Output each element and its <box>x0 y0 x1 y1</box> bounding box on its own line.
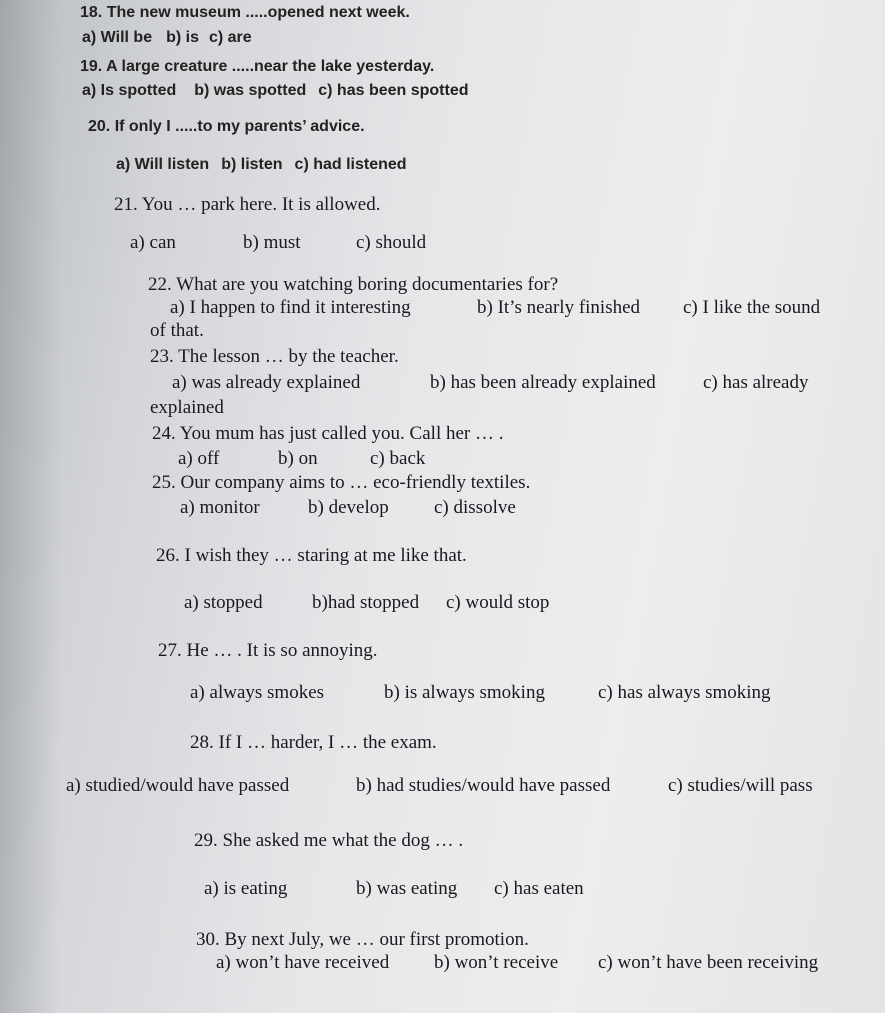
question-21-option-b: b) must <box>243 232 301 253</box>
question-29-options <box>204 878 584 900</box>
question-21-options <box>130 232 426 254</box>
question-26-options <box>184 592 549 614</box>
question-25-option-b: b) develop <box>308 497 389 518</box>
question-28-option-a: a) studied/would have passed <box>66 775 290 796</box>
question-30-stem: 30. By next July, we … our first promotion. <box>196 929 529 950</box>
question-29-stem: 29. She asked me what the dog … . <box>194 830 464 851</box>
question-23-option-a: a) was already explained <box>172 372 361 393</box>
question-28-option-b: b) had studies/would have passed <box>356 775 611 796</box>
question-27-option-b: b) is always smoking <box>384 682 545 703</box>
question-21-stem: 21. You … park here. It is allowed. <box>114 194 381 215</box>
question-27-option-c: c) has always smoking <box>598 682 771 703</box>
question-18-option-a: a) Will be <box>82 29 153 46</box>
question-24-options <box>178 448 425 470</box>
question-28-option-c: c) studies/will pass <box>668 775 813 796</box>
question-21-option-a: a) can <box>130 232 176 253</box>
question-19-options <box>82 82 469 100</box>
question-30-options <box>216 952 818 974</box>
question-24-option-a: a) off <box>178 448 220 469</box>
question-23-option-b: b) has been already explained <box>430 372 656 393</box>
question-19-stem: 19. A large creature .....near the lake yesterday. <box>80 58 435 75</box>
question-22-option-c-continuation: of that. <box>150 320 204 341</box>
question-20-option-a: a) Will listen <box>116 156 210 173</box>
question-30-option-a: a) won’t have received <box>216 952 390 973</box>
question-30-option-c: c) won’t have been receiving <box>598 952 819 973</box>
question-22-options <box>170 297 820 319</box>
question-27-option-a: a) always smokes <box>190 682 325 703</box>
question-29-option-b: b) was eating <box>356 878 458 899</box>
question-18-option-b: b) is <box>166 29 199 46</box>
question-27-stem: 27. He … . It is so annoying. <box>158 640 378 661</box>
question-22-option-b: b) It’s nearly finished <box>477 297 641 318</box>
question-25-options <box>180 497 516 519</box>
question-23-option-c-continuation: explained <box>150 397 224 418</box>
question-21-option-c: c) should <box>356 232 427 253</box>
question-24-option-b: b) on <box>278 448 318 469</box>
question-23-option-c: c) has already <box>703 372 809 393</box>
question-30-option-b: b) won’t receive <box>434 952 559 973</box>
question-22-stem: 22. What are you watching boring documentaries for? <box>148 274 559 295</box>
question-23-stem: 23. The lesson … by the teacher. <box>150 346 399 367</box>
question-20-option-c: c) had listened <box>294 156 407 173</box>
question-20-options <box>116 156 407 174</box>
question-20-option-b: b) listen <box>221 156 283 173</box>
question-22-option-c: c) I like the sound <box>683 297 821 318</box>
question-26-option-b: b)had stopped <box>312 592 420 613</box>
question-24-option-c: c) back <box>370 448 426 469</box>
question-18-option-c: c) are <box>208 29 252 46</box>
question-18-stem: 18. The new museum .....opened next week. <box>80 4 410 21</box>
question-26-option-c: c) would stop <box>446 592 550 613</box>
question-27-options <box>190 682 771 704</box>
question-24-stem: 24. You mum has just called you. Call her … . <box>152 423 504 444</box>
question-28-options <box>66 775 813 797</box>
question-26-stem: 26. I wish they … staring at me like that. <box>156 545 467 566</box>
question-19-option-b: b) was spotted <box>194 82 307 99</box>
question-25-stem: 25. Our company aims to … eco-friendly textiles. <box>152 472 531 493</box>
question-28-stem: 28. If I … harder, I … the exam. <box>190 732 437 753</box>
question-18-options <box>82 29 252 47</box>
question-22-option-a: a) I happen to find it interesting <box>170 297 411 318</box>
question-29-option-a: a) is eating <box>204 878 288 899</box>
question-26-option-a: a) stopped <box>184 592 263 613</box>
question-29-option-c: c) has eaten <box>494 878 584 899</box>
question-25-option-a: a) monitor <box>180 497 260 518</box>
question-20-stem: 20. If only I .....to my parents’ advice. <box>88 118 365 135</box>
question-25-option-c: c) dissolve <box>434 497 516 518</box>
question-19-option-c: c) has been spotted <box>318 82 469 99</box>
question-19-option-a: a) Is spotted <box>82 82 177 99</box>
question-23-options <box>172 372 809 394</box>
